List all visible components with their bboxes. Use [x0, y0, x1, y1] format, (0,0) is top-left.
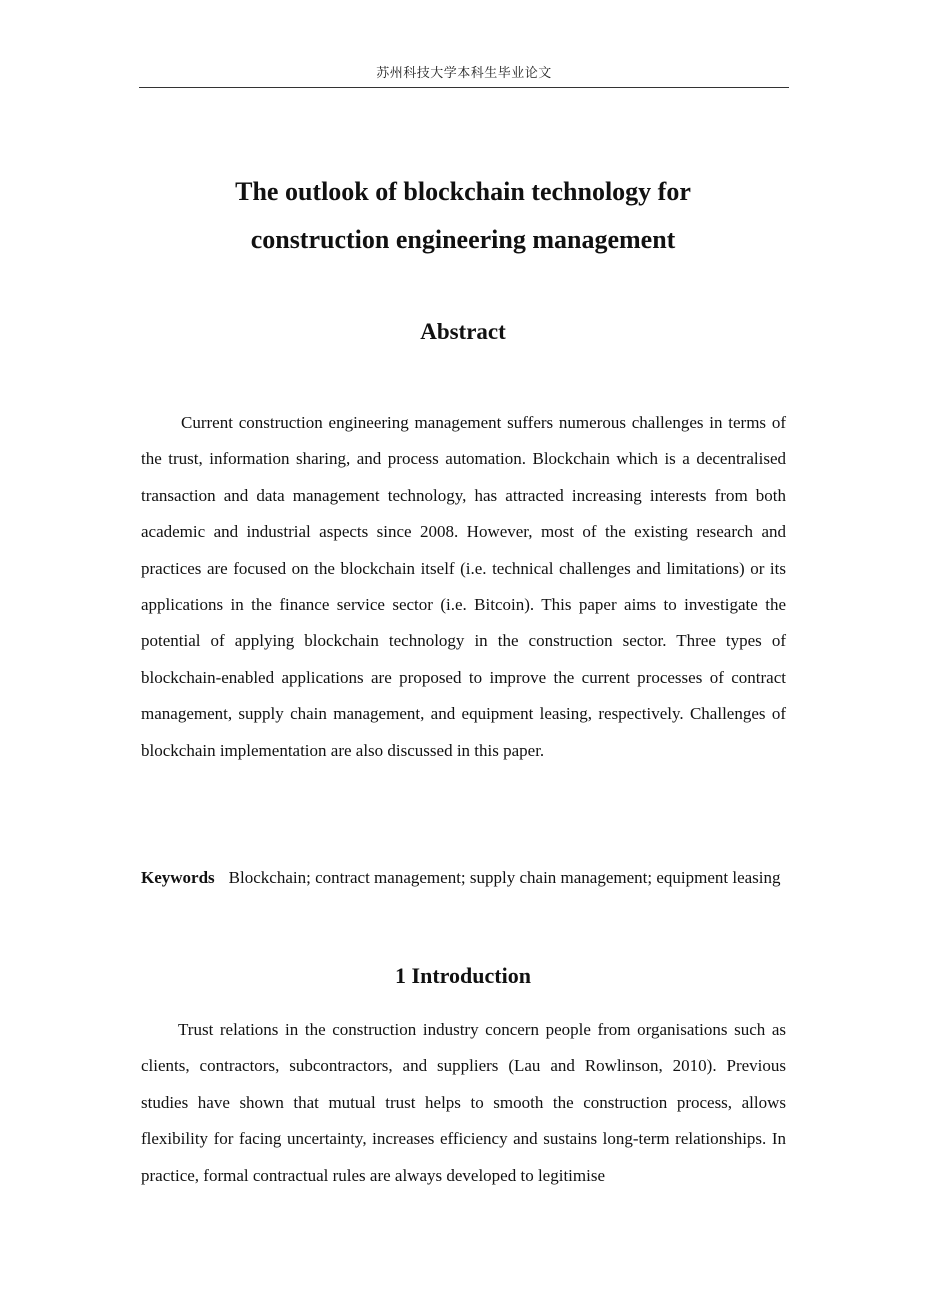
paper-title-line-2: construction engineering management — [250, 225, 676, 254]
paper-title — [140, 168, 786, 264]
keywords-text: Blockchain; contract management; supply chain management; equipment leasing — [228, 868, 781, 887]
keywords-line — [141, 866, 786, 890]
header-rule — [139, 87, 789, 88]
section-heading-introduction: 1 Introduction — [395, 963, 531, 988]
abstract-paragraph: Current construction engineering management suffers numerous challenges in terms of the trust, information sharing, and process automation. Blockchain which is a decentralised transaction and data management technology, has attracted increasing interests from both academic and industrial aspects since 2008. However, most of the existing research and practices are focused on the blockchain itself (i.e. technical challenges and limitations) or its applications in the finance service sector (i.e. Bitcoin). This paper aims to investigate the potential of applying blockchain technology in the construction sector. Three types of blockchain-enabled applications are proposed to improve the current processes of contract management, supply chain management, and equipment leasing, respectively. Challenges of blockchain implementation are also discussed in this paper. — [141, 413, 786, 760]
abstract-heading: Abstract — [420, 319, 506, 344]
introduction-paragraph: Trust relations in the construction industry concern people from organisations such as clients, contractors, subcontractors, and suppliers (Lau and Rowlinson, 2010). Previous studies have shown that mutual trust helps to smooth the construction process, allows flexibility for facing uncertainty, increases efficiency and sustains long-term relationships. In practice, formal contractual rules are always developed to legitimise — [141, 1020, 786, 1185]
keywords-label: Keywords — [141, 868, 215, 887]
paper-title-line-1: The outlook of blockchain technology for — [235, 177, 691, 206]
running-header: 苏州科技大学本科生毕业论文 — [376, 66, 552, 81]
